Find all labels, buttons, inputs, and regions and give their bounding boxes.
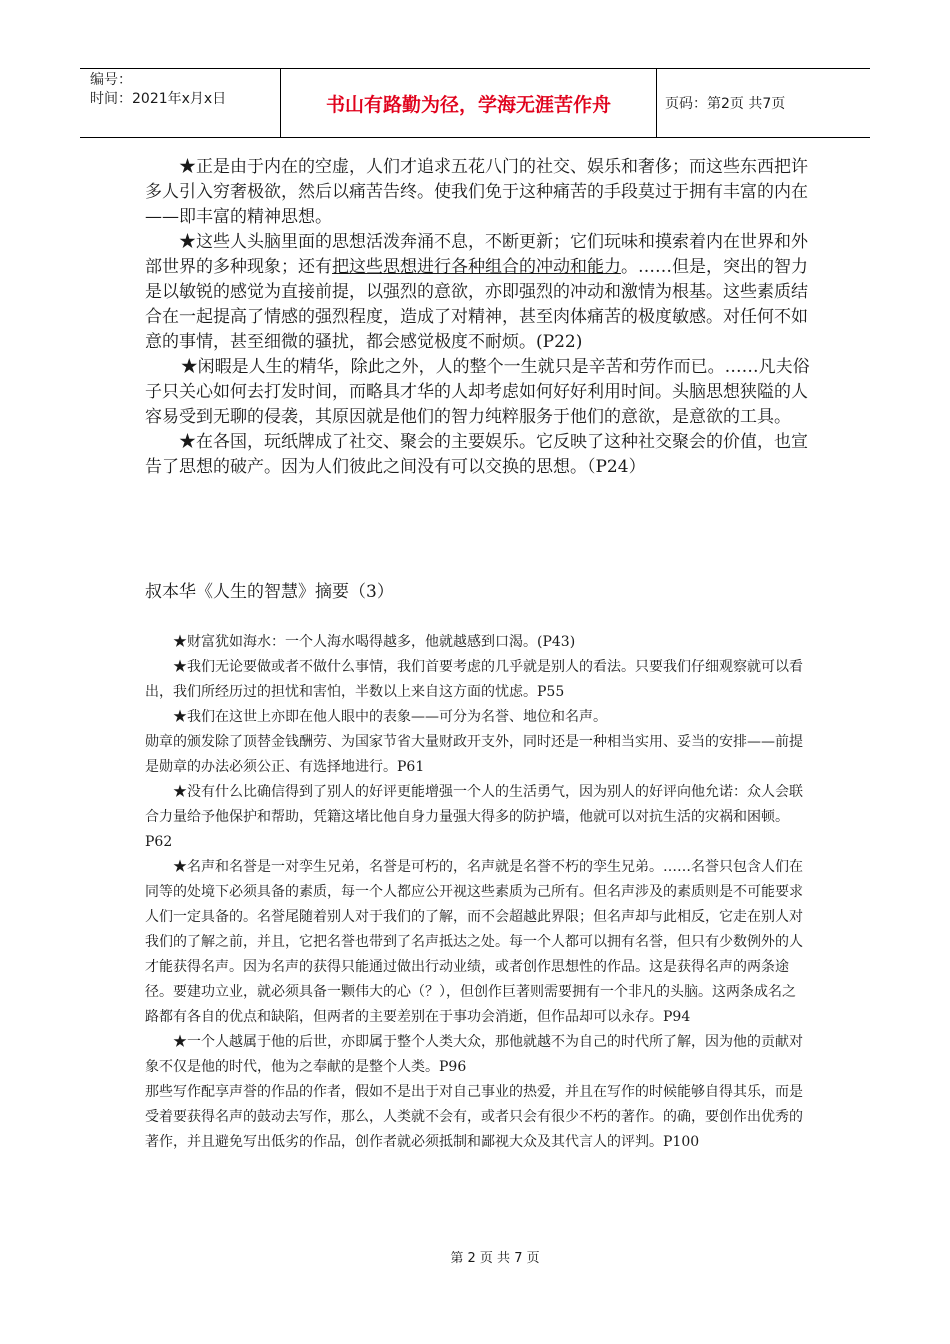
- text-run: ★这些人头脑里面的思想活泼奔涌不息，不断更新；它们玩味和摸索着内在世界和外部世界的多种现象；还有: [145, 232, 808, 277]
- paragraph: ★一个人越属于他的后世，亦即属于整个人类大众，那他就越不为自己的时代所了解，因为他的贡献对象不仅是他的时代，他为之奉献的是整个人类。P96: [145, 1034, 803, 1075]
- footer-suffix: 页: [526, 1251, 540, 1266]
- paragraph: ★没有什么比确信得到了别人的好评更能增强一个人的生活勇气，因为别人的好评向他允诺：众人会联合力量给予他保护和帮助，凭籍这堵比他自身力量强大得多的防护墙，他就可以对抗生活的灾祸和困顿。P62: [145, 784, 803, 850]
- paragraph: ★我们无论要做或者不做什么事情，我们首要考虑的几乎就是别人的看法。只要我们仔细观察就可以看出，我们所经历过的担忧和害怕，半数以上来自这方面的忧虑。P55: [145, 659, 803, 700]
- document-number-label: 编号：: [90, 72, 132, 88]
- footer-total-pages: 7: [514, 1251, 523, 1266]
- section-heading: 叔本华《人生的智慧》摘要（3）: [145, 582, 394, 602]
- paragraph: ★财富犹如海水：一个人海水喝得越多，他就越感到口渴。(P43): [173, 634, 576, 650]
- header-page-label: 页码：第2页 共7页: [665, 96, 786, 112]
- paragraph: ★名声和名誉是一对孪生兄弟，名誉是可朽的，名声就是名誉不朽的孪生兄弟。……名誉只包含人们在同等的处境下必须具备的素质，每一个人都应公开视这些素质为己所有。但名声涉及的素质则是不可能要求人们一定具备的。名誉尾随着别人对于我们的了解，而不会超越此界限；但名声却与此相反，它走在别人对我们的了解之前，并且，它把名誉也带到了名声抵达之处。每一个人都可以拥有名誉，但只有少数例外的人才能获得名声。因为名声的获得只能通过做出行动业绩，或者创作思想性的作品。这是获得名声的两条途径。要建功立业，就必须具备一颗伟大的心（？），但创作巨著则需要拥有一个非凡的头脑。这两条成名之路都有各自的优点和缺陷，但两者的主要差别在于事功会消逝，但作品却可以永存。P94: [145, 859, 803, 1025]
- section-one: [145, 155, 811, 480]
- footer-middle: 页 共: [479, 1251, 511, 1266]
- paragraph: 那些写作配享声誉的作品的作者，假如不是出于对自己事业的热爱，并且在写作的时候能够自得其乐，而是受着要获得名声的鼓动去写作，那么，人类就不会有，或者只会有很少不朽的著作。的确，要创作出优秀的著作，并且避免写出低劣的作品，创作者就必须抵制和鄙视大众及其代言人的评判。P100: [145, 1084, 803, 1150]
- page-footer: [0, 1247, 950, 1266]
- header-info: [80, 69, 281, 137]
- underlined-text: 把这些思想进行各种组合的冲动和能力: [332, 257, 621, 277]
- paragraph: ★闲暇是人生的精华，除此之外，人的整个一生就只是辛苦和劳作而已。……凡夫俗子只关心如何去打发时间，而略具才华的人却考虑如何好好利用时间。头脑思想狭隘的人容易受到无聊的侵袭，其原因就是他们的智力纯粹服务于他们的意欲，是意欲的工具。: [145, 357, 810, 427]
- document-date-label: 时间：2021年x月x日: [90, 91, 227, 107]
- paragraph: ★正是由于内在的空虚，人们才追求五花八门的社交、娱乐和奢侈；而这些东西把许多人引入穷奢极欲，然后以痛苦告终。使我们免于这种痛苦的手段莫过于拥有丰富的内在——即丰富的精神思想。: [145, 157, 808, 227]
- paragraph: ★我们在这世上亦即在他人眼中的表象——可分为名誉、地位和名声。: [173, 709, 607, 725]
- paragraph: ★在各国，玩纸牌成了社交、聚会的主要娱乐。它反映了这种社交聚会的价值，也宣告了思想的破产。因为人们彼此之间没有可以交换的思想。（P24）: [145, 432, 808, 477]
- paragraph: [145, 230, 811, 355]
- footer-page-number: 2: [467, 1251, 476, 1266]
- header-motto: 书山有路勤为径，学海无涯苦作舟: [281, 69, 657, 137]
- text-run: 。……但是，突出的智力是以敏锐的感觉为直接前提，以强烈的意欲，亦即强烈的冲动和激情为根基。这些素质结合在一起提高了情感的强烈程度，造成了对精神，甚至肉体痛苦的极度敏感。对任何不如意的事情，甚至细微的骚扰，都会感觉极度不耐烦。(P22): [145, 257, 808, 352]
- footer-prefix: 第: [450, 1251, 464, 1266]
- page-header: [80, 68, 870, 138]
- paragraph: 勋章的颁发除了顶替金钱酬劳、为国家节省大量财政开支外，同时还是一种相当实用、妥当的安排——前提是勋章的办法必须公正、有选择地进行。P61: [145, 734, 803, 775]
- section-two: [145, 630, 805, 1155]
